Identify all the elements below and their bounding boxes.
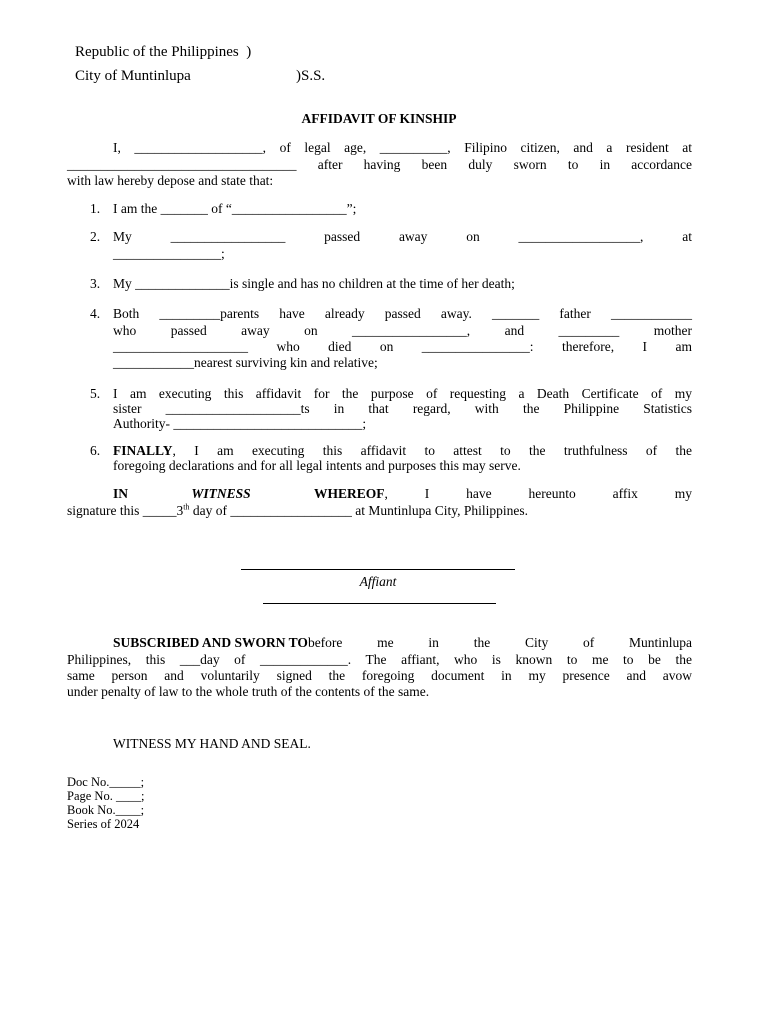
intro-line-1: I, ___________________, of legal age, __________, Filipino citizen, and a resident at xyxy=(113,140,692,155)
item-4-line-4: ____________nearest surviving kin and relative; xyxy=(113,355,378,370)
affiant-label: Affiant xyxy=(359,574,397,589)
intro-line-2: __________________________________ after having been duly sworn to in accordance xyxy=(67,157,692,172)
item-2-line-2: ________________; xyxy=(113,246,225,261)
subscribed-line-1 xyxy=(113,635,692,651)
item-number: 3. xyxy=(90,276,101,291)
item-number: 5. xyxy=(90,386,101,401)
document-title: AFFIDAVIT OF KINSHIP xyxy=(301,111,457,126)
doc-number: Doc No._____; xyxy=(67,775,145,789)
item-1-line-1: I am the _______ of “_________________”; xyxy=(113,201,357,216)
item-number: 4. xyxy=(90,306,101,321)
item-number: 1. xyxy=(90,201,101,216)
witness-line-1 xyxy=(113,486,692,502)
item-3-line-1: My ______________is single and has no children at the time of her death; xyxy=(113,276,515,291)
item-6-line-2: foregoing declarations and for all legal intents and purposes this may serve. xyxy=(113,458,521,473)
item-2-line-1: My _________________ passed away on __________________, at xyxy=(113,229,692,244)
finally-label: FINALLY xyxy=(113,443,173,458)
item-6-line-1-text: , I am executing this affidavit to attest to the truthfulness of the xyxy=(172,443,692,458)
affiant-signature-line xyxy=(241,569,515,570)
witness-label: WITNESS xyxy=(191,486,251,501)
witness-hand-seal: WITNESS MY HAND AND SEAL. xyxy=(113,736,311,751)
witness-line-2-a: signature this _____3 xyxy=(67,503,184,518)
item-4-line-3: ____________________ who died on ________________: therefore, I am xyxy=(113,339,692,354)
item-6-line-1 xyxy=(113,443,692,459)
item-number: 6. xyxy=(90,443,101,458)
page-number: Page No. ____; xyxy=(67,789,145,803)
ordinal-suffix: th xyxy=(183,502,190,512)
affiant-name-line xyxy=(263,603,496,604)
subscribed-line-4: under penalty of law to the whole truth of the contents of the same. xyxy=(67,684,430,699)
item-5-line-2: sister ____________________ts in that regard, with the Philippine Statistics xyxy=(113,401,692,416)
intro-line-3: with law hereby depose and state that: xyxy=(67,173,274,188)
item-5-line-1: I am executing this affidavit for the purpose of requesting a Death Certificate of my xyxy=(113,386,692,401)
subscribed-line-3: same person and voluntarily signed the foregoing document in my presence and avow xyxy=(67,668,692,683)
item-4-line-2: who passed away on _________________, and _________ mother xyxy=(113,323,692,338)
subscribed-label: SUBSCRIBED AND SWORN TO xyxy=(113,635,308,650)
whereof-label: WHEREOF xyxy=(313,486,385,501)
whereof-group xyxy=(314,486,692,502)
item-number: 2. xyxy=(90,229,101,244)
series-year: Series of 2024 xyxy=(67,817,140,831)
witness-line-2 xyxy=(67,503,528,519)
item-4-line-1: Both _________parents have already passed away. _______ father ____________ xyxy=(113,306,692,321)
item-5-line-3: Authority- ____________________________; xyxy=(113,416,367,431)
witness-line-2-b: day of __________________ at Muntinlupa City, Philippines. xyxy=(189,503,528,518)
header-republic: Republic of the Philippines ) xyxy=(75,44,252,60)
witness-rest: , I have hereunto affix my xyxy=(384,486,692,501)
book-number: Book No.____; xyxy=(67,803,145,817)
in-label: IN xyxy=(113,486,129,501)
header-city: City of Muntinlupa xyxy=(75,68,191,84)
header-ss: )S.S. xyxy=(296,68,326,84)
subscribed-line-2: Philippines, this ___day of _____________. The affiant, who is known to me to be the xyxy=(67,652,692,667)
subscribed-line-1-text: before me in the City of Muntinlupa xyxy=(307,635,692,650)
